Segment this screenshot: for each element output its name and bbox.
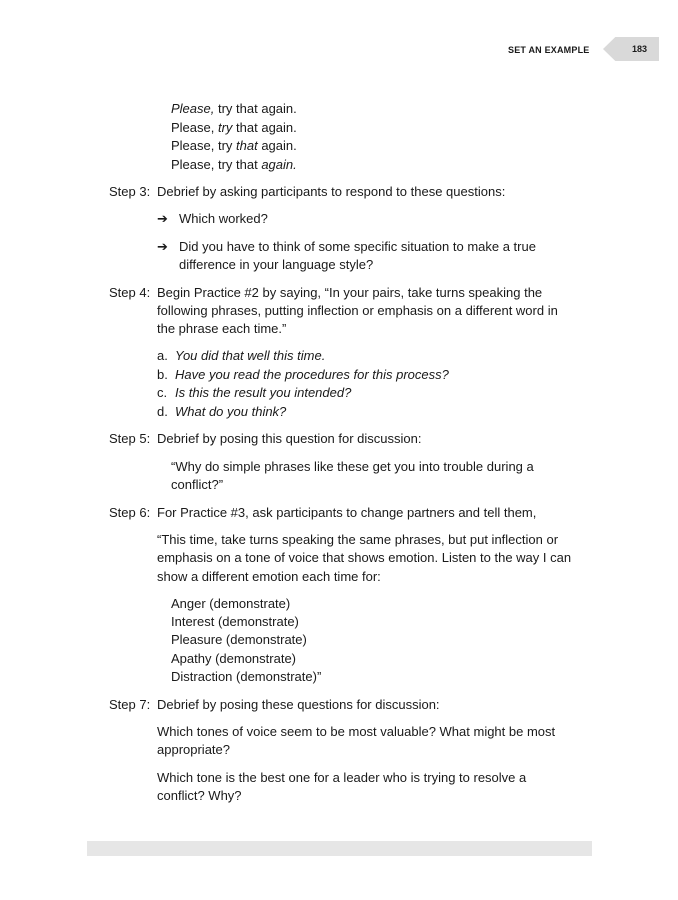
phrase-item: What do you think? <box>175 404 287 419</box>
step-7-question-2-line-2: conflict? Why? <box>157 788 242 803</box>
arrow-bullet-icon: ➔ <box>157 239 168 254</box>
step-4-line-2: following phrases, putting inflection or emphasis on a different word in <box>157 303 558 318</box>
phrase-item: Have you read the procedures for this process? <box>175 367 449 382</box>
list-marker: b. <box>157 367 168 382</box>
step-6-text: For Practice #3, ask participants to change partners and tell them, <box>157 505 537 520</box>
step-5-quote-line-2: conflict?” <box>171 477 224 492</box>
practice-line-1: Please, try that again. <box>171 101 297 116</box>
emotion-item: Apathy (demonstrate) <box>171 651 297 666</box>
list-marker: c. <box>157 385 168 400</box>
step-3-text: Debrief by asking participants to respond to these questions: <box>157 184 506 199</box>
step-6-quote-line-2: emphasis on a tone of voice that shows emotion. Listen to the way I can <box>157 550 572 565</box>
emotion-item: Distraction (demonstrate)” <box>171 669 322 684</box>
emotion-item: Anger (demonstrate) <box>171 596 291 611</box>
step-5-text: Debrief by posing this question for discussion: <box>157 431 422 446</box>
step-3-bullet-1: Which worked? <box>179 211 268 226</box>
arrow-bullet-icon: ➔ <box>157 211 168 226</box>
footer-bar <box>87 841 592 856</box>
step-7-label: Step 7: <box>109 697 151 712</box>
step-7-text: Debrief by posing these questions for discussion: <box>157 697 440 712</box>
running-header-title: SET AN EXAMPLE <box>508 45 590 55</box>
step-6-quote-line-1: “This time, take turns speaking the same phrases, but put inflection or <box>157 532 559 547</box>
phrase-item: Is this the result you intended? <box>175 385 352 400</box>
list-marker: d. <box>157 404 168 419</box>
step-3-bullet-2-cont: difference in your language style? <box>179 257 374 272</box>
practice-line-4: Please, try that again. <box>171 157 297 172</box>
practice-line-2: Please, try that again. <box>171 120 297 135</box>
step-4-line-1: Begin Practice #2 by saying, “In your pairs, take turns speaking the <box>157 285 543 300</box>
page-number: 183 <box>632 44 648 54</box>
step-7-question-1-line-1: Which tones of voice seem to be most valuable? What might be most <box>157 724 556 739</box>
step-7-question-1-line-2: appropriate? <box>157 742 230 757</box>
emotion-item: Interest (demonstrate) <box>171 614 299 629</box>
page-number-tab <box>603 37 659 61</box>
phrase-item: You did that well this time. <box>175 348 326 363</box>
step-3-bullet-2: Did you have to think of some specific situation to make a true <box>179 239 536 254</box>
step-3-label: Step 3: <box>109 184 151 199</box>
step-7-question-2-line-1: Which tone is the best one for a leader who is trying to resolve a <box>157 770 527 785</box>
step-5-label: Step 5: <box>109 431 151 446</box>
list-marker: a. <box>157 348 168 363</box>
practice-line-3: Please, try that again. <box>171 138 297 153</box>
step-6-label: Step 6: <box>109 505 151 520</box>
emotion-item: Pleasure (demonstrate) <box>171 632 307 647</box>
step-4-label: Step 4: <box>109 285 151 300</box>
step-5-quote-line-1: “Why do simple phrases like these get you into trouble during a <box>171 459 534 474</box>
step-6-quote-line-3: show a different emotion each time for: <box>157 569 381 584</box>
step-4-line-3: the phrase each time.” <box>157 321 287 336</box>
